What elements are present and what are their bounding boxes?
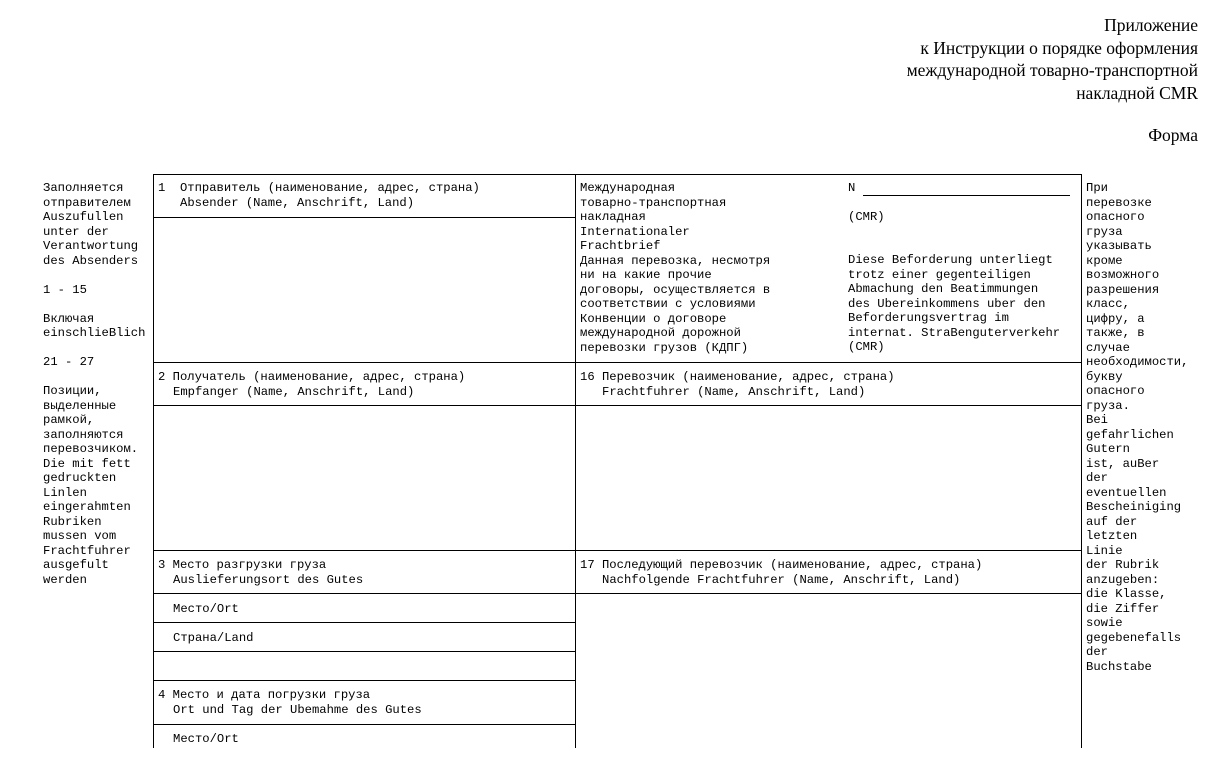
- left-side-note: Заполняется отправителем Auszufullen unter der Verantwortung des Absenders 1 - 15 Включая einschlieBlich 21 - 27 Позиции, выделенные рамкой, заполняются перевозчиком. Die mit fett gedruckten Linlen eingerahmten Rubriken mussen vom Frachtfuhrer ausgefult werden: [43, 181, 146, 587]
- form-label: Форма: [1148, 125, 1198, 145]
- box-title-de: Nachfolgende Frachtfuhrer (Name, Anschrift, Land): [602, 572, 961, 587]
- box-number: 4: [158, 688, 166, 702]
- delivery-place-label: Место/Ort: [173, 602, 239, 616]
- loading-place-field[interactable]: [260, 725, 575, 748]
- header-line: международной товарно-транспортной: [906, 60, 1198, 80]
- successive-carrier-field[interactable]: [576, 594, 1081, 748]
- doc-number-label: N: [848, 181, 856, 195]
- box-number: 17: [580, 558, 595, 572]
- header-line: к Инструкции о порядке оформления: [920, 37, 1198, 58]
- box-title-ru: Получатель (наименование, адрес, страна): [172, 370, 466, 384]
- doc-number-field[interactable]: [863, 178, 1070, 195]
- carrier-field[interactable]: [576, 406, 1081, 550]
- box-2-consignee: [158, 370, 465, 399]
- box-number: 3: [158, 558, 166, 572]
- box-title-de: Frachtfuhrer (Name, Anschrift, Land): [602, 384, 866, 399]
- box-4-loading-place-date: [158, 688, 422, 717]
- box-title-de: Auslieferungsort des Gutes: [173, 572, 364, 587]
- box-title-ru: Место разгрузки груза: [172, 558, 327, 572]
- box-17-successive-carrier: [580, 558, 982, 587]
- box-3-delivery-place: [158, 558, 363, 587]
- box-16-carrier: [580, 370, 895, 399]
- delivery-country-label: Страна/Land: [173, 631, 254, 645]
- box-title-de: Absender (Name, Anschrift, Land): [180, 195, 415, 210]
- delivery-extra-field[interactable]: [154, 652, 575, 680]
- header-line: Приложение: [1104, 15, 1198, 35]
- title-block-ru: Международная товарно-транспортная накладная Internationaler Frachtbrief Данная перевозка, несмотря ни на какие прочие договоры, осуществляется в соответствии с условиями Конвенции о договоре международной дорожной перевозки грузов (КДПГ): [580, 181, 771, 355]
- box-title-ru: Последующий перевозчик (наименование, адрес, страна): [601, 558, 983, 572]
- delivery-place-field[interactable]: [260, 594, 575, 622]
- title-block-de: Diese Beforderung unterliegt trotz einer gegenteiligen Abmachung den Beatimmungen des Ubereinkommens uber den Beforderungsvertrag im internat. StraBenguterverkehr (CMR): [848, 253, 1061, 354]
- box-title-ru: Отправитель (наименование, адрес, страна): [179, 181, 480, 195]
- box-title-ru: Перевозчик (наименование, адрес, страна): [601, 370, 895, 384]
- box-number: 1: [158, 181, 166, 195]
- loading-place-label: Место/Ort: [173, 732, 239, 746]
- box-number: 16: [580, 370, 595, 384]
- cmr-label: (CMR): [848, 210, 885, 224]
- box-1-sender: [158, 181, 480, 210]
- delivery-country-field[interactable]: [260, 623, 575, 651]
- right-side-note: При перевозке опасного груза указывать кроме возможного разрешения класс, цифру, а также, в случае необходимости, букву опасного груза. Bei gefahrlichen Gutern ist, auBer der eventuellen Bescheiniging auf der letzten Linie der Rubrik anzugeben: die Klasse, die Ziffer sowie gegebenefalls der Buchstabe: [1086, 181, 1189, 674]
- box-title-ru: Место и дата погрузки груза: [172, 688, 371, 702]
- consignee-field[interactable]: [154, 406, 575, 550]
- box-title-de: Empfanger (Name, Anschrift, Land): [173, 384, 415, 399]
- sender-field[interactable]: [154, 218, 575, 362]
- header-line: накладной CMR: [1076, 82, 1198, 103]
- box-title-de: Ort und Tag der Ubemahme des Gutes: [173, 702, 422, 717]
- appendix-header: [907, 14, 1198, 104]
- box-number: 2: [158, 370, 166, 384]
